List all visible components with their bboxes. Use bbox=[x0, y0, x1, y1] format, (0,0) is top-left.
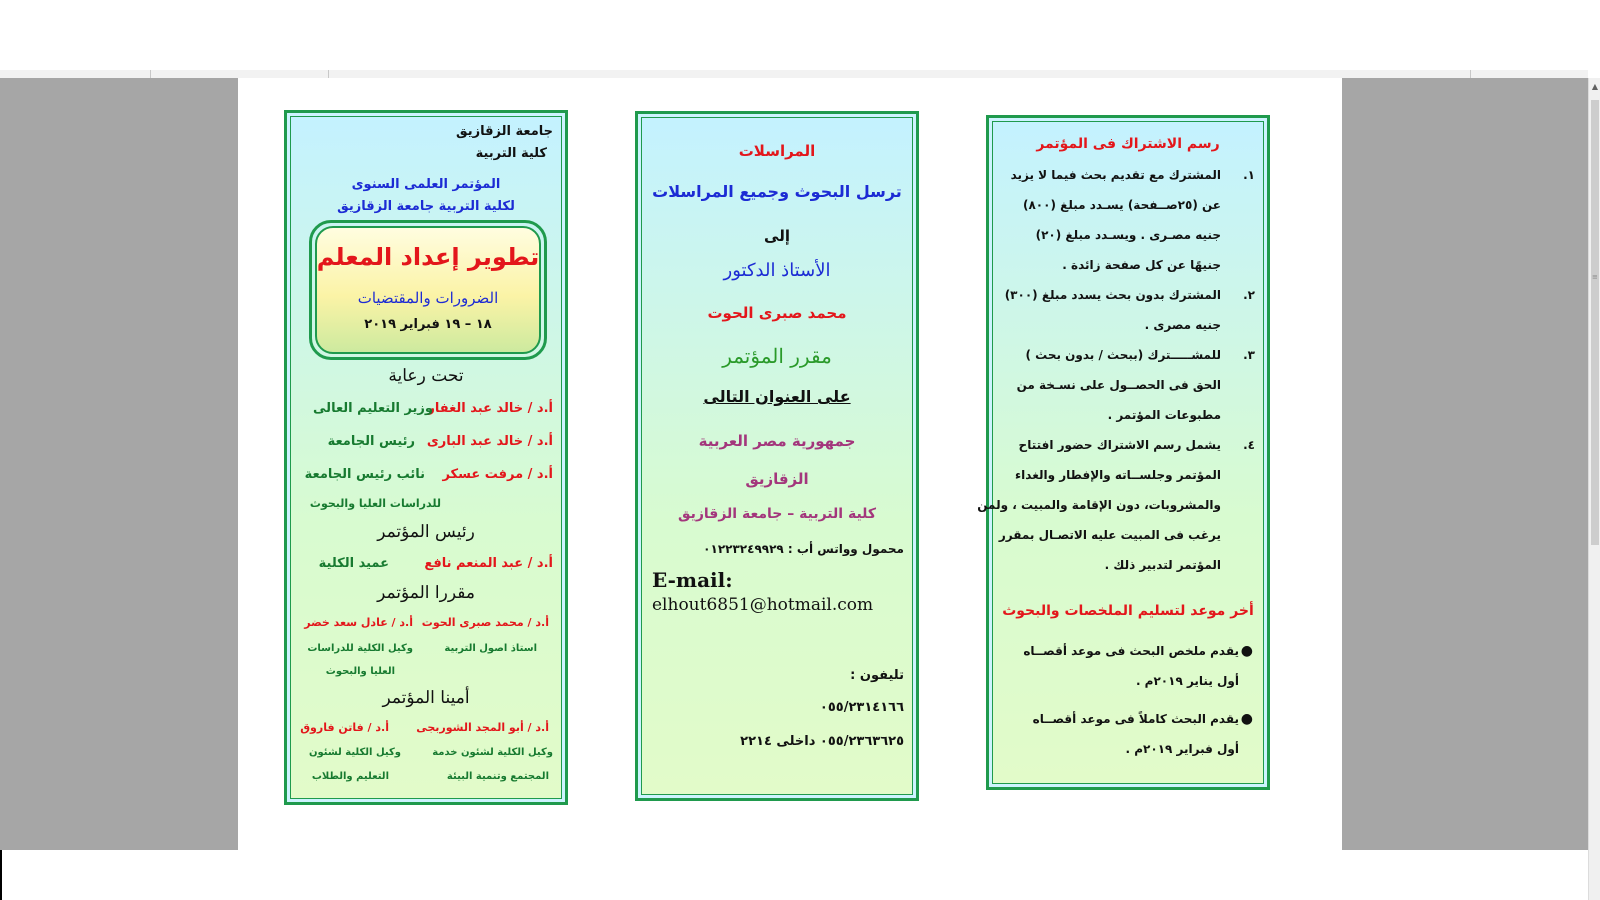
conference-dates: ١٨ – ١٩ فبراير ٢٠١٩ bbox=[364, 317, 492, 332]
correspondence-heading: المراسلات bbox=[738, 142, 816, 160]
fee-item-line: المشترك مع تقديم بحث فيما لا يزيد bbox=[1010, 168, 1221, 182]
to-label: إلى bbox=[764, 227, 790, 245]
rapporteur-role: وكيل الكلية للدراسات bbox=[307, 643, 413, 654]
document-page bbox=[238, 78, 1342, 850]
fee-item-line: والمشروبات، دون الإقامة والمبيت ، ولمن bbox=[977, 498, 1221, 512]
email-address[interactable]: elhout6851@hotmail.com bbox=[652, 595, 874, 615]
address-faculty: كلية التربية – جامعة الزقازيق bbox=[677, 506, 877, 522]
address-country: جمهورية مصر العربية bbox=[698, 432, 856, 450]
phone-number: ٠٥٥/٢٣١٤١٦٦ bbox=[819, 700, 904, 715]
secretary-name: أ.د / فاتن فاروق bbox=[300, 721, 389, 734]
mobile-number: محمول وواتس أب : ٠١٢٢٣٢٤٩٩٢٩ bbox=[703, 542, 904, 556]
correspondence-panel bbox=[635, 111, 919, 801]
rapporteur-role: استاذ اصول التربية bbox=[444, 643, 537, 654]
fee-item-line: جنيه مصرى . bbox=[1144, 318, 1221, 332]
president-role: عميد الكلية bbox=[318, 556, 389, 571]
secretary-role-detail: المجتمع وتنمية البيئة bbox=[446, 771, 549, 782]
fee-item-line: المؤتمر لتدبير ذلك . bbox=[1104, 558, 1221, 572]
ruler-tick bbox=[150, 70, 151, 78]
ruler-tick bbox=[1470, 70, 1471, 78]
phone-label: تليفون : bbox=[850, 668, 904, 683]
fee-item-number: ٣. bbox=[1243, 348, 1255, 362]
conference-title: تطوير إعداد المعلم bbox=[316, 243, 540, 271]
address-label: على العنوان التالى bbox=[703, 387, 851, 406]
deadline-line: يقدم ملخص البحث فى موعد أقصــاه bbox=[1023, 644, 1239, 658]
patronage-heading: تحت رعاية bbox=[388, 366, 464, 386]
fees-heading: رسم الاشتراك فى المؤتمر bbox=[1036, 136, 1220, 152]
top-blank-area bbox=[0, 0, 1588, 78]
recipient-name: محمد صبرى الحوت bbox=[707, 304, 847, 322]
bottom-blank-area bbox=[0, 850, 1590, 900]
address-city: الزقازيق bbox=[745, 470, 809, 488]
conference-seat: مقرر المؤتمر bbox=[722, 344, 832, 368]
fee-item-number: ٤. bbox=[1243, 438, 1255, 452]
fee-item-line: المؤتمر وجلســاته والإفطار والغداء bbox=[1015, 468, 1221, 482]
conference-faculty: لكلية التربية جامعة الزقازيق bbox=[337, 199, 515, 214]
email-label: E-mail: bbox=[652, 568, 733, 592]
conference-subtitle: الضرورات والمقتضيات bbox=[357, 289, 499, 307]
document-viewer[interactable] bbox=[0, 78, 1588, 850]
conference-title-box bbox=[309, 220, 547, 360]
rapporteur-name: أ.د / محمد صبرى الحوت bbox=[421, 616, 549, 629]
patron-role: نائب رئيس الجامعة bbox=[304, 467, 425, 482]
bullet-icon: ● bbox=[1240, 711, 1253, 727]
fee-item-line: الحق فى الحصــول على نسـخة من bbox=[1016, 378, 1221, 392]
conference-label: المؤتمر العلمى السنوى bbox=[351, 177, 501, 192]
president-heading: رئيس المؤتمر bbox=[377, 522, 475, 542]
university-name: جامعة الزقازيق bbox=[456, 124, 553, 139]
subscription-fees-panel bbox=[977, 115, 1270, 790]
scroll-up-arrow-icon[interactable]: ▲ bbox=[1591, 82, 1599, 91]
rapporteur-name: أ.د / عادل سعد خضر bbox=[304, 616, 413, 629]
fee-item-line: يرغب فى المبيت عليه الاتصـال بمقرر bbox=[998, 528, 1221, 542]
deadline-line: أول يناير ٢٠١٩م . bbox=[1135, 674, 1239, 688]
patron-name: أ.د / خالد عبد الغفار bbox=[427, 401, 553, 416]
patron-role-detail: للدراسات العليا والبحوث bbox=[309, 497, 441, 510]
fee-item-number: ٢. bbox=[1243, 288, 1255, 302]
scroll-grip-icon: ≡ bbox=[1592, 273, 1598, 281]
fee-item-number: ١. bbox=[1243, 168, 1255, 182]
president-name: أ.د / عبد المنعم نافع bbox=[424, 556, 553, 571]
phone-number: ٠٥٥/٢٣٦٣٦٢٥ داخلى ٢٢١٤ bbox=[740, 734, 904, 749]
rapporteurs-heading: مقررا المؤتمر bbox=[377, 583, 475, 603]
patron-role: رئيس الجامعة bbox=[327, 434, 415, 449]
patron-role: وزير التعليم العالى bbox=[313, 401, 433, 416]
correspondence-line: ترسل البحوث وجميع المراسلات bbox=[652, 182, 902, 201]
fee-item-line: مطبوعات المؤتمر . bbox=[1107, 408, 1221, 422]
faculty-name: كلية التربية bbox=[475, 146, 547, 161]
fee-item-line: يشمل رسم الاشتراك حضور افتتاح bbox=[1018, 438, 1221, 452]
secretaries-heading: أمينا المؤتمر bbox=[382, 688, 470, 708]
secretary-role: وكيل الكلية لشئون bbox=[308, 747, 401, 758]
bullet-icon: ● bbox=[1240, 643, 1253, 659]
fee-item-line: جنيهًا عن كل صفحة زائدة . bbox=[1062, 258, 1221, 272]
fee-item-line: عن (٢٥صــفحة) يسـدد مبلغ (٨٠٠) bbox=[1023, 198, 1221, 212]
deadline-line: أول فبراير ٢٠١٩م . bbox=[1125, 742, 1239, 756]
fee-item-line: المشترك بدون بحث يسدد مبلغ (٣٠٠) bbox=[1004, 288, 1221, 302]
rapporteur-role-detail: العليا والبحوث bbox=[325, 666, 395, 677]
conference-info-panel bbox=[284, 110, 568, 805]
secretary-name: أ.د / أبو المجد الشوربجى bbox=[416, 721, 549, 734]
deadline-line: يقدم البحث كاملاً فى موعد أقصــاه bbox=[1032, 712, 1239, 726]
patron-name: أ.د / خالد عبد البارى bbox=[426, 434, 553, 449]
patron-name: أ.د / مرفت عسكر bbox=[442, 467, 553, 482]
secretary-role: وكيل الكلية لشئون خدمة bbox=[432, 747, 553, 758]
fee-item-line: للمشـــــترك (ببحث / بدون بحث ) bbox=[1025, 348, 1221, 362]
professor-label: الأستاذ الدكتور bbox=[723, 260, 831, 281]
deadline-heading: أخر موعد لتسليم الملخصات والبحوث bbox=[1002, 603, 1254, 619]
scrollbar-thumb[interactable] bbox=[1591, 100, 1599, 545]
secretary-role-detail: التعليم والطلاب bbox=[311, 771, 389, 782]
fee-item-line: جنيه مصـرى . ويسـدد مبلغ (٢٠) bbox=[1035, 228, 1221, 242]
ruler-tick bbox=[328, 70, 329, 78]
vertical-scrollbar[interactable] bbox=[1588, 78, 1600, 900]
